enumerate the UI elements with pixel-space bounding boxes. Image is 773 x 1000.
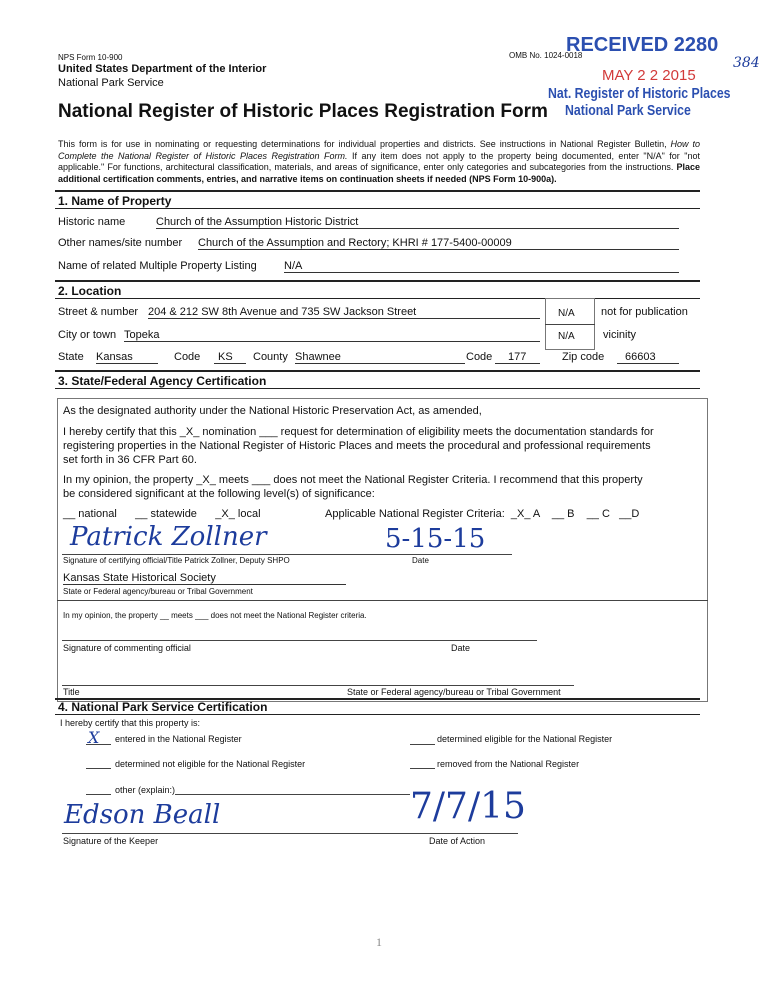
cert-line-6: be considered significant at the following level(s) of significance: xyxy=(63,488,375,500)
other-names-field[interactable]: Church of the Assumption and Rectory; KHRI # 177-5400-00009 xyxy=(198,237,679,250)
county-code-label: Code xyxy=(466,351,493,363)
agency-field[interactable]: Kansas State Historical Society xyxy=(63,572,346,585)
cert-line-1: As the designated authority under the National Historic Preservation Act, as amended, xyxy=(63,405,482,417)
historic-name-field[interactable]: Church of the Assumption Historic District xyxy=(156,216,679,229)
state-code-field[interactable]: KS xyxy=(214,351,246,364)
received-stamp: RECEIVED 2280 xyxy=(566,34,719,56)
stamp-line-1: Nat. Register of Historic Places xyxy=(548,85,731,102)
option-other: other (explain:) xyxy=(115,785,176,795)
cert-line-4: set forth in 36 CFR Part 60. xyxy=(63,454,197,466)
received-date-stamp: MAY 2 2 2015 xyxy=(602,67,696,84)
action-date-handwritten: 7/7/15 xyxy=(410,786,526,827)
option-eligible: determined eligible for the National Register xyxy=(437,734,613,744)
page-number: 1 xyxy=(376,935,382,949)
service: National Park Service xyxy=(58,77,164,89)
cert-line-5: In my opinion, the property _X_ meets ___ does not meet the National Register Criteria. I recommend that this property xyxy=(63,474,643,486)
certifying-date-handwritten: 5-15-15 xyxy=(385,524,486,554)
agency-label-2: State or Federal agency/bureau or Tribal Government xyxy=(347,687,561,697)
zip-label: Zip code xyxy=(562,351,605,363)
section-2-heading: 2. Location xyxy=(58,284,122,298)
street-label: Street & number xyxy=(58,306,139,318)
city-label: City or town xyxy=(58,329,117,341)
mpl-field[interactable]: N/A xyxy=(284,260,679,273)
historic-name-label: Historic name xyxy=(58,216,126,228)
commenting-date-label: Date xyxy=(451,643,471,653)
city-field[interactable]: Topeka xyxy=(124,329,540,342)
significance-levels: __ national __ statewide _X_ local xyxy=(63,508,261,520)
county-label: County xyxy=(253,351,288,363)
agency-label: State or Federal agency/bureau or Tribal Government xyxy=(63,587,253,596)
vicinity: vicinity xyxy=(603,329,637,341)
form-number: NPS Form 10-900 xyxy=(58,53,123,62)
option-not-eligible: determined not eligible for the National Register xyxy=(115,759,306,769)
handwritten-note: 384 xyxy=(733,55,760,71)
option-removed: removed from the National Register xyxy=(437,759,580,769)
comment-line: In my opinion, the property __ meets ___ does not meet the National Register criteria. xyxy=(63,611,367,620)
street-field[interactable]: 204 & 212 SW 8th Avenue and 735 SW Jackson Street xyxy=(148,306,540,319)
city-na[interactable]: N/A xyxy=(558,331,575,342)
state-label: State xyxy=(58,351,84,363)
option-entered: entered in the National Register xyxy=(115,734,242,744)
county-code-field[interactable]: 177 xyxy=(495,351,540,364)
not-for-publication: not for publication xyxy=(601,306,688,318)
section-4-heading: 4. National Park Service Certification xyxy=(58,700,268,714)
title-label: Title xyxy=(63,687,80,697)
cert-line-3: registering properties in the National Register of Historic Places and meets the procedural and professional requirements xyxy=(63,440,651,452)
criteria: Applicable National Register Criteria: _X_ A __ B __ C __D xyxy=(325,508,640,520)
cert-line-2: I hereby certify that this _X_ nomination ___ request for determination of eligibility meets the documentation standards for xyxy=(63,426,654,438)
section-1-heading: 1. Name of Property xyxy=(58,194,172,208)
street-na[interactable]: N/A xyxy=(558,308,575,319)
county-field[interactable]: Shawnee xyxy=(295,351,465,364)
section-3-heading: 3. State/Federal Agency Certification xyxy=(58,374,267,388)
mpl-label: Name of related Multiple Property Listing xyxy=(58,260,257,272)
stamp-line-2: National Park Service xyxy=(565,102,691,119)
entered-mark[interactable]: X xyxy=(88,728,100,747)
signature-label: Signature of certifying official/Title Patrick Zollner, Deputy SHPO xyxy=(63,556,290,565)
action-date-label: Date of Action xyxy=(429,836,486,846)
certifying-signature: Patrick Zollner xyxy=(70,522,267,552)
commenting-signature-label: Signature of commenting official xyxy=(63,643,191,653)
nps-cert-intro: I hereby certify that this property is: xyxy=(60,718,201,728)
keeper-label: Signature of the Keeper xyxy=(63,836,159,846)
page-title: National Register of Historic Places Registration Form xyxy=(58,101,548,122)
keeper-signature: Edson Beall xyxy=(64,800,221,830)
department: United States Department of the Interior xyxy=(58,63,267,75)
omb-number: OMB No. 1024-0018 xyxy=(509,51,583,60)
date-label: Date xyxy=(412,556,429,565)
instructions: This form is for use in nominating or requesting determinations for individual properties and districts. See instructions in National Register Bulletin, How to Complete the National Register of Historic Places Registration Form. If any item does not apply to the property being documented, enter "N/A" for "not applicable." For functions, architectural classification, materials, and areas of significance, enter only categories and subcategories from the instructions. Place additional certification comments, entries, and narrative items on continuation sheets if needed (NPS Form 10-900a). xyxy=(58,139,700,184)
zip-field[interactable]: 66603 xyxy=(617,351,679,364)
state-field[interactable]: Kansas xyxy=(96,351,158,364)
other-names-label: Other names/site number xyxy=(58,237,183,249)
code-label: Code xyxy=(174,351,201,363)
